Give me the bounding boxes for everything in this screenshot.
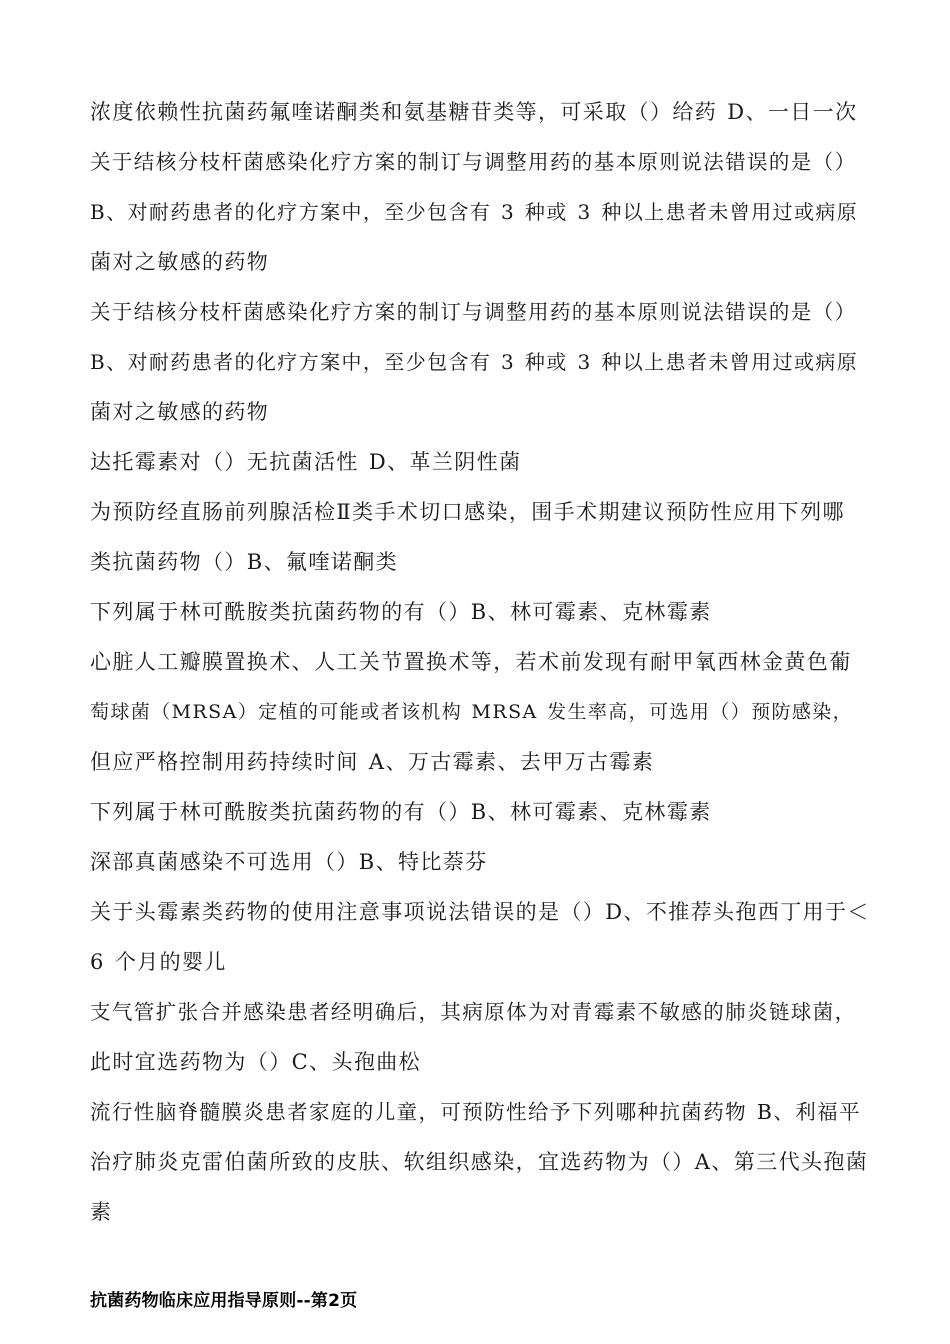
text-line: 但应严格控制用药持续时间 A、万古霉素、去甲万古霉素 bbox=[90, 750, 655, 774]
text-line: 素 bbox=[90, 1200, 113, 1224]
text-line: 类抗菌药物（）B、氟喹诺酮类 bbox=[90, 550, 399, 574]
text-line: 关于结核分枝杆菌感染化疗方案的制订与调整用药的基本原则说法错误的是（） bbox=[90, 150, 857, 174]
text-line: 深部真菌感染不可选用（）B、特比萘芬 bbox=[90, 850, 488, 874]
document-body bbox=[90, 87, 870, 1237]
text-line: 浓度依赖性抗菌药氟喹诺酮类和氨基糖苷类等，可采取（）给药 D、一日一次 bbox=[90, 100, 858, 124]
text-line: 菌对之敏感的药物 bbox=[90, 400, 270, 424]
text-line: 流行性脑脊髓膜炎患者家庭的儿童，可预防性给予下列哪种抗菌药物 B、利福平 bbox=[90, 1100, 861, 1124]
text-line: 菌对之敏感的药物 bbox=[90, 250, 270, 274]
text-line: 下列属于林可酰胺类抗菌药物的有（）B、林可霉素、克林霉素 bbox=[90, 800, 712, 824]
text-line: 为预防经直肠前列腺活检Ⅱ类手术切口感染，围手术期建议预防性应用下列哪 bbox=[90, 500, 845, 524]
text-line: 达托霉素对（）无抗菌活性 D、革兰阴性菌 bbox=[90, 450, 522, 474]
text-line: 心脏人工瓣膜置换术、人工关节置换术等，若术前发现有耐甲氧西林金黄色葡 bbox=[90, 650, 852, 674]
text-line: 关于结核分枝杆菌感染化疗方案的制订与调整用药的基本原则说法错误的是（） bbox=[90, 300, 857, 324]
text-line: 此时宜选药物为（）C、头孢曲松 bbox=[90, 1050, 422, 1074]
text-line: 治疗肺炎克雷伯菌所致的皮肤、软组织感染，宜选药物为（）A、第三代头孢菌 bbox=[90, 1150, 869, 1174]
text-line: B、对耐药患者的化疗方案中，至少包含有 3 种或 3 种以上患者未曾用过或病原 bbox=[90, 200, 859, 224]
text-line: 萄球菌（MRSA）定植的可能或者该机构 MRSA 发生率高，可选用（）预防感染， bbox=[90, 701, 854, 723]
text-line: 下列属于林可酰胺类抗菌药物的有（）B、林可霉素、克林霉素 bbox=[90, 600, 712, 624]
text-line: 关于头霉素类药物的使用注意事项说法错误的是（）D、不推荐头孢西丁用于＜ bbox=[90, 900, 870, 924]
text-line: B、对耐药患者的化疗方案中，至少包含有 3 种或 3 种以上患者未曾用过或病原 bbox=[90, 350, 859, 374]
text-line: 6 个月的婴儿 bbox=[90, 950, 227, 974]
text-line: 支气管扩张合并感染患者经明确后，其病原体为对青霉素不敏感的肺炎链球菌， bbox=[90, 1000, 857, 1024]
page-footer: 抗菌药物临床应用指导原则--第2页 bbox=[90, 1291, 358, 1311]
